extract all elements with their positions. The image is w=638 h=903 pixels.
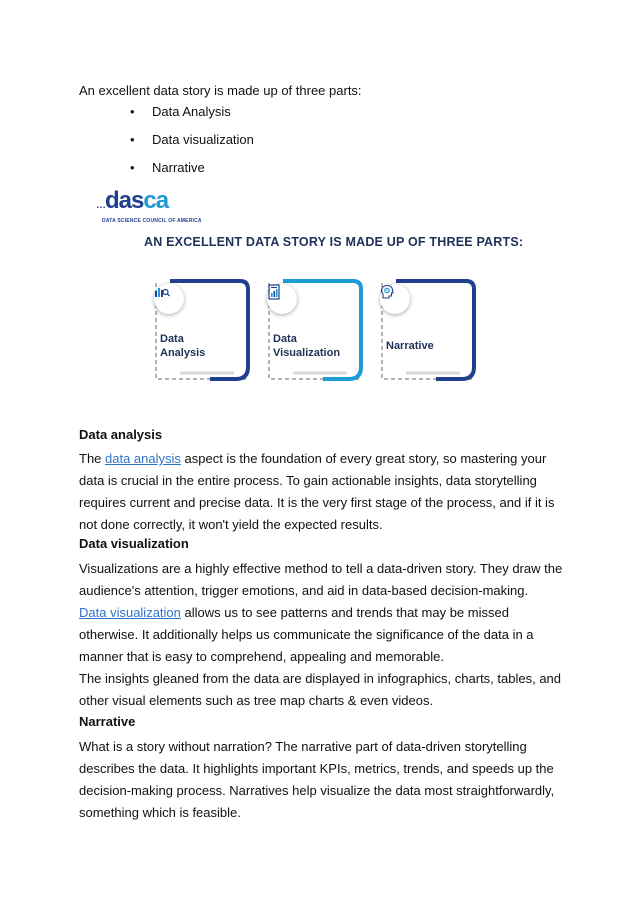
dasca-logo — [96, 189, 202, 224]
card-label: Data — [273, 333, 297, 345]
infographic — [92, 185, 522, 395]
paragraph-text: allows us to see patterns and trends that may be missed otherwise. It additionally helps us communicate the significance of the data in a manner that is easy to comprehend, appealing and memorable. — [79, 605, 534, 664]
logo-wordmark: …dasca — [96, 187, 169, 214]
infographic-title: AN EXCELLENT DATA STORY IS MADE UP OF THREE PARTS: — [144, 235, 524, 249]
card-label: Analysis — [160, 347, 206, 359]
section-heading: Data analysis — [79, 427, 163, 442]
card-label: Narrative — [386, 340, 434, 352]
data-analysis-link[interactable]: data analysis — [105, 451, 181, 466]
card-data-analysis — [150, 275, 254, 387]
parts-list — [130, 101, 254, 185]
chart-magnifier-icon — [154, 284, 184, 314]
paragraph-text: The — [79, 451, 106, 466]
card-label: Data — [160, 333, 184, 345]
paragraph-text: aspect is the foundation of every great story, so mastering your data is crucial in the entire process. To gain actionable insights, data storytelling requires current and precise data. It is the very first stage of the process, and if it is not done correctly, it won't yield the expected results. — [79, 451, 555, 532]
paragraph — [79, 602, 564, 668]
list-item: • Data Analysis — [130, 101, 254, 129]
list-item: • Data visualization — [130, 129, 254, 157]
head-gears-icon — [380, 284, 410, 314]
paragraph: What is a story without narration? The narrative part of data-driven storytelling describes the data. It highlights important KPIs, metrics, trends, and speeds up the decision-making process. Narratives help visualize the data most straightforwardly, something which is feasible. — [79, 739, 555, 820]
document-chart-icon — [267, 284, 297, 314]
intro-text: An excellent data story is made up of three parts: — [79, 83, 362, 98]
card-narrative — [376, 275, 480, 387]
paragraph — [79, 448, 564, 536]
logo-subtitle: DATA SCIENCE COUNCIL OF AMERICA — [102, 218, 202, 224]
section-heading: Narrative — [79, 714, 136, 729]
card-label: Visualization — [273, 347, 341, 359]
paragraph: The insights gleaned from the data are displayed in infographics, charts, tables, and other visual elements such as tree map charts & even videos. — [79, 671, 562, 708]
data-visualization-link[interactable]: Data visualization — [79, 605, 181, 620]
card-data-visualization — [263, 275, 367, 387]
paragraph: Visualizations are a highly effective method to tell a data-driven story. They draw the audience's attention, trigger emotions, and aid in data-based decision-making. — [79, 561, 563, 598]
list-item: • Narrative — [130, 157, 254, 185]
section-heading: Data visualization — [79, 536, 189, 551]
